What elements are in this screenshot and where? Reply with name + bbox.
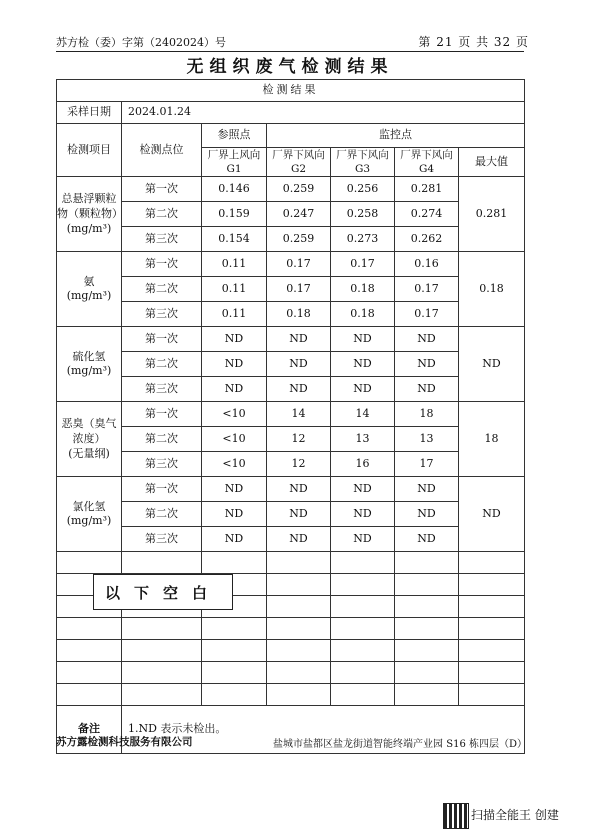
empty-cell: [202, 552, 267, 574]
empty-cell: [331, 640, 395, 662]
max-value: ND: [459, 327, 525, 402]
col-g3-header: 厂界下风向 G3: [331, 148, 395, 177]
empty-row: [57, 640, 525, 662]
value-cell: 16: [331, 452, 395, 477]
empty-cell: [395, 596, 459, 618]
empty-cell: [331, 618, 395, 640]
empty-cell: [395, 618, 459, 640]
table-row: [57, 327, 525, 352]
value-cell: 0.11: [202, 252, 267, 277]
sample-date: 2024.01.24: [122, 102, 525, 124]
empty-cell: [459, 596, 525, 618]
value-cell: ND: [331, 327, 395, 352]
remarks-label: 备注: [57, 706, 122, 754]
item-name: [57, 177, 122, 252]
sample-time: 第一次: [122, 177, 202, 202]
empty-cell: [459, 662, 525, 684]
col-g4-header: 厂界下风向 G4: [395, 148, 459, 177]
qr-code-icon: [443, 803, 469, 829]
empty-cell: [57, 662, 122, 684]
value-cell: 18: [395, 402, 459, 427]
sample-time: 第一次: [122, 327, 202, 352]
value-cell: ND: [331, 527, 395, 552]
sample-time: 第三次: [122, 377, 202, 402]
empty-cell: [331, 662, 395, 684]
value-cell: ND: [267, 477, 331, 502]
table-row: [57, 177, 525, 202]
item-name: [57, 477, 122, 552]
empty-cell: [331, 552, 395, 574]
max-value: 18: [459, 402, 525, 477]
sample-time: 第二次: [122, 202, 202, 227]
value-cell: 0.259: [267, 177, 331, 202]
table-row: [57, 527, 525, 552]
empty-cell: [57, 618, 122, 640]
max-value: ND: [459, 477, 525, 552]
value-cell: 12: [267, 427, 331, 452]
table-row: [57, 427, 525, 452]
item-label: 硫化氢: [72, 349, 106, 363]
value-cell: <10: [202, 427, 267, 452]
value-cell: 0.159: [202, 202, 267, 227]
item-name: [57, 402, 122, 477]
scanner-watermark: 扫描全能王 创建: [471, 808, 559, 822]
sample-time: 第二次: [122, 352, 202, 377]
empty-cell: [267, 640, 331, 662]
value-cell: ND: [202, 527, 267, 552]
item-unit: (mg/m³): [66, 289, 112, 303]
table-row: [57, 502, 525, 527]
sample-time: 第二次: [122, 427, 202, 452]
section-header: 检测结果: [57, 80, 525, 102]
report-number: 苏方检（委）字第（2402024）号: [56, 36, 226, 49]
empty-cell: [122, 662, 202, 684]
empty-cell: [267, 552, 331, 574]
max-value: 0.281: [459, 177, 525, 252]
table-row: [57, 452, 525, 477]
col-monitor-header: 监控点: [267, 124, 525, 148]
empty-cell: [331, 596, 395, 618]
empty-cell: [57, 640, 122, 662]
item-unit: (mg/m³): [66, 364, 112, 378]
value-cell: ND: [395, 327, 459, 352]
col-point-header: 检测点位: [122, 124, 202, 177]
sample-time: 第二次: [122, 277, 202, 302]
value-cell: ND: [395, 502, 459, 527]
value-cell: 13: [331, 427, 395, 452]
max-value: 0.18: [459, 252, 525, 327]
empty-cell: [267, 596, 331, 618]
table-row: [57, 477, 525, 502]
value-cell: ND: [331, 502, 395, 527]
remarks-text: 1.ND 表示未检出。: [122, 706, 525, 754]
value-cell: ND: [331, 377, 395, 402]
empty-cell: [122, 552, 202, 574]
value-cell: ND: [202, 477, 267, 502]
results-table: [56, 79, 525, 754]
blank-below-box: 以下空白: [93, 574, 233, 610]
value-cell: 0.17: [267, 252, 331, 277]
value-cell: 12: [267, 452, 331, 477]
value-cell: 0.146: [202, 177, 267, 202]
value-cell: 14: [267, 402, 331, 427]
empty-cell: [395, 574, 459, 596]
item-label: 氨: [83, 274, 95, 288]
empty-cell: [202, 684, 267, 706]
item-label: 恶臭（臭气浓度）: [61, 417, 117, 445]
empty-cell: [459, 618, 525, 640]
table-row: [57, 252, 525, 277]
empty-cell: [395, 640, 459, 662]
value-cell: 0.17: [395, 277, 459, 302]
empty-cell: [267, 618, 331, 640]
empty-cell: [57, 684, 122, 706]
value-cell: 0.16: [395, 252, 459, 277]
col-g2-header: 厂界下风向 G2: [267, 148, 331, 177]
empty-cell: [57, 552, 122, 574]
item-label: 总悬浮颗粒物（颗粒物）: [57, 192, 123, 220]
sample-time: 第三次: [122, 302, 202, 327]
table-row: [57, 352, 525, 377]
table-row: [57, 402, 525, 427]
col-item-header: 检测项目: [57, 124, 122, 177]
item-name: [57, 327, 122, 402]
empty-cell: [202, 662, 267, 684]
value-cell: 0.11: [202, 302, 267, 327]
empty-cell: [459, 640, 525, 662]
empty-cell: [395, 552, 459, 574]
value-cell: <10: [202, 452, 267, 477]
table-row: [57, 302, 525, 327]
empty-row: [57, 618, 525, 640]
value-cell: ND: [267, 377, 331, 402]
col-max-header: 最大值: [459, 148, 525, 177]
value-cell: 0.259: [267, 227, 331, 252]
empty-row: [57, 662, 525, 684]
sample-time: 第三次: [122, 527, 202, 552]
item-unit: (mg/m³): [66, 221, 112, 235]
value-cell: 0.247: [267, 202, 331, 227]
empty-cell: [459, 684, 525, 706]
value-cell: ND: [267, 527, 331, 552]
table-row: [57, 227, 525, 252]
value-cell: ND: [202, 327, 267, 352]
value-cell: ND: [395, 352, 459, 377]
value-cell: 17: [395, 452, 459, 477]
value-cell: 0.11: [202, 277, 267, 302]
sample-time: 第一次: [122, 402, 202, 427]
value-cell: ND: [202, 352, 267, 377]
sample-time: 第一次: [122, 252, 202, 277]
empty-cell: [202, 640, 267, 662]
empty-cell: [267, 662, 331, 684]
empty-cell: [331, 684, 395, 706]
value-cell: 0.18: [267, 302, 331, 327]
value-cell: 0.281: [395, 177, 459, 202]
item-label: 氯化氢: [72, 499, 106, 513]
empty-row: [57, 552, 525, 574]
item-unit: (mg/m³): [66, 514, 112, 528]
value-cell: 0.154: [202, 227, 267, 252]
value-cell: 0.18: [331, 277, 395, 302]
value-cell: 0.17: [331, 252, 395, 277]
sample-time: 第三次: [122, 227, 202, 252]
value-cell: ND: [202, 377, 267, 402]
value-cell: 0.273: [331, 227, 395, 252]
empty-cell: [459, 552, 525, 574]
table-row: [57, 277, 525, 302]
value-cell: 0.256: [331, 177, 395, 202]
value-cell: 0.274: [395, 202, 459, 227]
empty-cell: [459, 574, 525, 596]
value-cell: ND: [267, 502, 331, 527]
value-cell: 0.17: [267, 277, 331, 302]
sample-time: 第三次: [122, 452, 202, 477]
value-cell: ND: [267, 327, 331, 352]
sample-time: 第一次: [122, 477, 202, 502]
document-title: 无组织废气检测结果: [186, 57, 394, 77]
empty-cell: [267, 684, 331, 706]
page-indicator: 第 21 页 共 32 页: [418, 35, 529, 49]
empty-cell: [122, 640, 202, 662]
col-ref-header: 参照点: [202, 124, 267, 148]
value-cell: ND: [331, 352, 395, 377]
value-cell: 13: [395, 427, 459, 452]
value-cell: ND: [395, 477, 459, 502]
value-cell: ND: [395, 527, 459, 552]
value-cell: ND: [202, 502, 267, 527]
empty-cell: [267, 574, 331, 596]
empty-cell: [395, 662, 459, 684]
empty-cell: [202, 618, 267, 640]
value-cell: ND: [331, 477, 395, 502]
footer-company: 苏方露检测科技服务有限公司: [56, 736, 193, 748]
footer-address: 盐城市盐都区盐龙街道智能终端产业园 S16 栋四层（D）: [273, 739, 527, 750]
table-row: [57, 202, 525, 227]
item-unit: (无量纲): [68, 446, 110, 460]
value-cell: ND: [395, 377, 459, 402]
table-row: [57, 377, 525, 402]
empty-row: [57, 684, 525, 706]
col-g1-header: 厂界上风向 G1: [202, 148, 267, 177]
value-cell: 14: [331, 402, 395, 427]
value-cell: 0.262: [395, 227, 459, 252]
value-cell: 0.258: [331, 202, 395, 227]
empty-cell: [331, 574, 395, 596]
empty-cell: [395, 684, 459, 706]
sample-date-label: 采样日期: [57, 102, 122, 124]
value-cell: <10: [202, 402, 267, 427]
value-cell: 0.18: [331, 302, 395, 327]
empty-cell: [122, 684, 202, 706]
item-name: [57, 252, 122, 327]
sample-time: 第二次: [122, 502, 202, 527]
value-cell: ND: [267, 352, 331, 377]
empty-cell: [122, 618, 202, 640]
value-cell: 0.17: [395, 302, 459, 327]
